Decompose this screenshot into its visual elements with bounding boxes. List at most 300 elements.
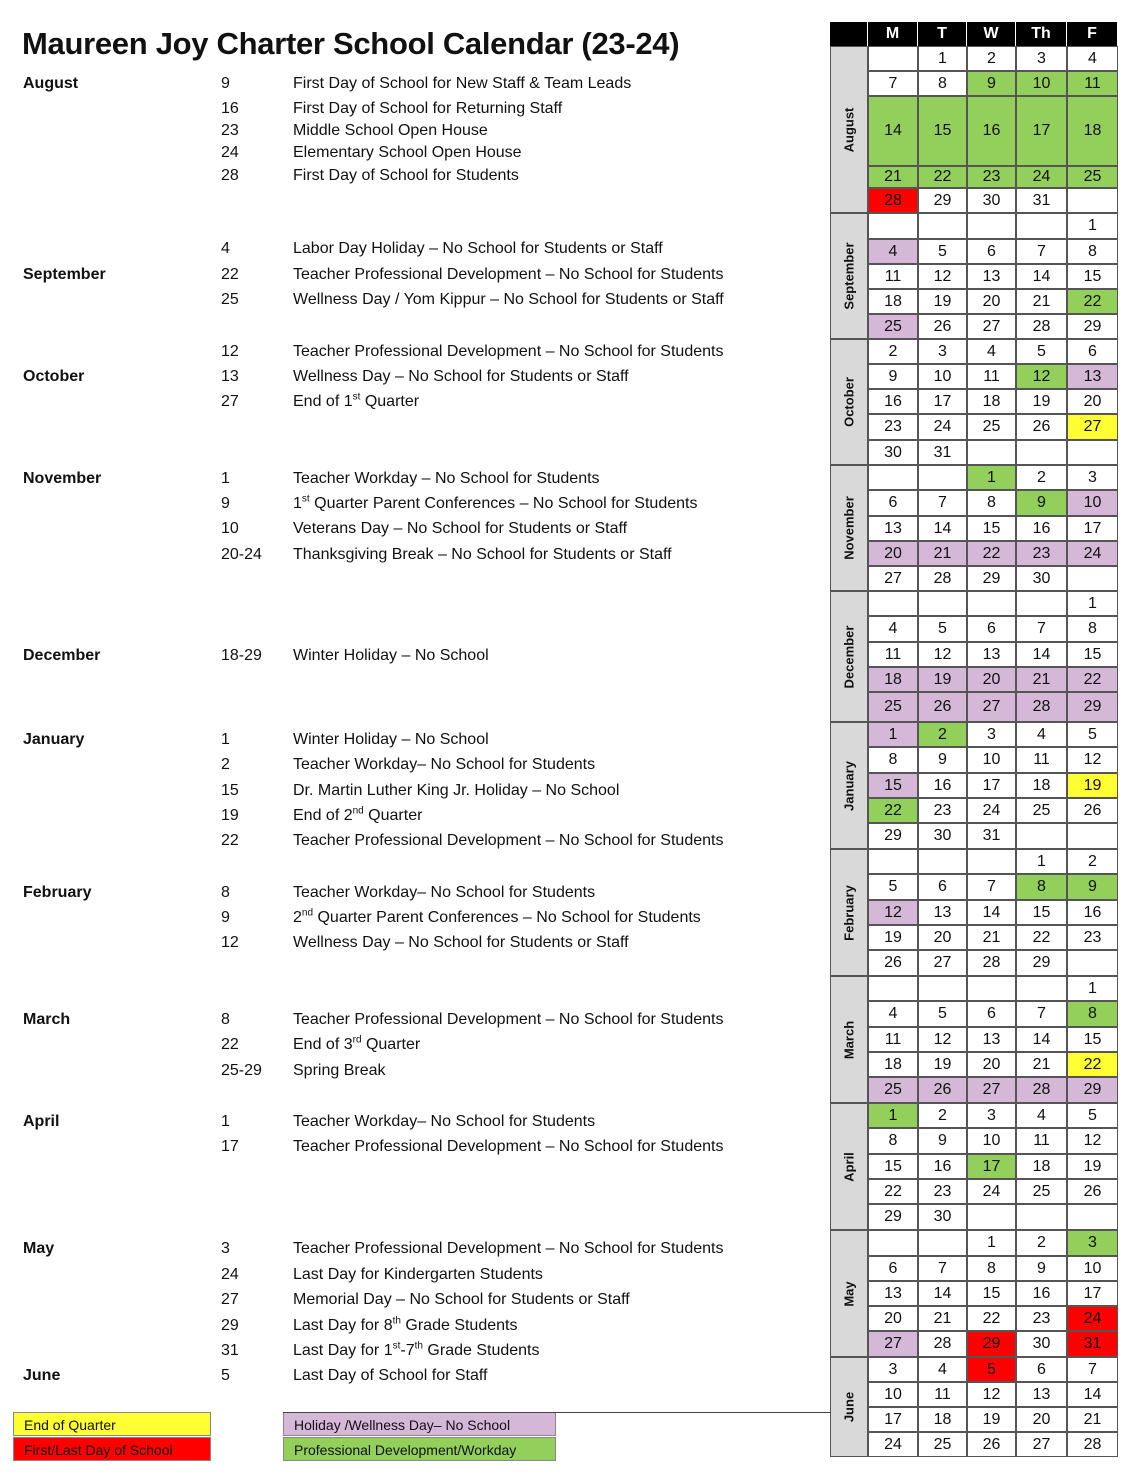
event-date: 22 <box>221 1036 239 1053</box>
calendar-day-cell: 31 <box>918 440 967 465</box>
event-row <box>0 165 800 187</box>
event-description: Thanksgiving Break – No School for Students or Staff <box>293 546 672 563</box>
calendar-day-cell: 26 <box>918 314 967 339</box>
event-description: Teacher Professional Development – No School for Students <box>293 343 724 360</box>
calendar-day-cell <box>1067 566 1118 591</box>
calendar-day-cell <box>1067 1204 1118 1230</box>
calendar-day-cell: 9 <box>868 364 918 389</box>
event-description: Dr. Martin Luther King Jr. Holiday – No School <box>293 782 620 799</box>
calendar-day-cell <box>868 1230 918 1256</box>
calendar-day-cell: 11 <box>868 642 918 667</box>
calendar-day-cell <box>918 591 967 616</box>
calendar-day-cell: 9 <box>918 1128 967 1154</box>
calendar-day-cell: 27 <box>918 950 967 976</box>
calendar-day-cell: 20 <box>1016 1407 1067 1432</box>
calendar-day-cell: 7 <box>918 1256 967 1281</box>
calendar-day-cell: 23 <box>918 1179 967 1204</box>
month-label-text: September <box>841 242 857 310</box>
calendar-day-cell: 14 <box>1016 264 1067 289</box>
event-date: 12 <box>221 934 239 951</box>
calendar-day-cell: 14 <box>918 1281 967 1306</box>
calendar-day-cell: 30 <box>868 440 918 465</box>
event-description: Teacher Professional Development – No School for Students <box>293 1138 724 1155</box>
calendar-day-cell: 29 <box>868 1204 918 1230</box>
calendar-day-cell: 26 <box>918 692 967 722</box>
event-description: Teacher Workday– No School for Students <box>293 756 596 773</box>
calendar-day-cell: 9 <box>1016 1256 1067 1281</box>
calendar-day-cell: 27 <box>967 1077 1016 1103</box>
calendar-day-cell: 23 <box>1067 925 1118 950</box>
calendar-day-cell: 19 <box>918 1052 967 1077</box>
calendar-day-cell <box>868 976 918 1001</box>
calendar-day-cell: 8 <box>967 490 1016 516</box>
calendar-day-cell: 16 <box>1067 900 1118 925</box>
calendar-day-cell: 6 <box>967 239 1016 264</box>
calendar-day-cell: 27 <box>967 314 1016 339</box>
calendar-day-cell: 5 <box>918 616 967 642</box>
event-month: April <box>23 1113 60 1130</box>
event-description: End of 1st Quarter <box>293 391 420 410</box>
month-label-text: November <box>841 496 857 560</box>
event-date: 22 <box>221 832 239 849</box>
calendar-day-cell: 20 <box>1067 389 1118 414</box>
event-row <box>0 645 800 667</box>
calendar-day-cell: 29 <box>967 1331 1016 1357</box>
calendar-day-cell: 7 <box>1016 239 1067 264</box>
calendar-day-cell: 19 <box>1067 773 1118 798</box>
calendar-day-cell: 15 <box>1067 1027 1118 1052</box>
calendar-day-cell: 19 <box>1016 389 1067 414</box>
event-row <box>0 391 800 413</box>
calendar-day-cell: 29 <box>918 188 967 213</box>
event-row <box>0 1340 800 1362</box>
calendar-day-cell <box>918 849 967 874</box>
event-month: August <box>23 75 79 92</box>
calendar-day-cell: 21 <box>967 925 1016 950</box>
event-description: Winter Holiday – No School <box>293 731 489 748</box>
calendar-day-cell: 20 <box>967 1052 1016 1077</box>
calendar-day-cell: 26 <box>1067 798 1118 823</box>
calendar-day-cell: 21 <box>1016 1052 1067 1077</box>
event-month: March <box>23 1011 71 1028</box>
calendar-day-cell: 9 <box>967 71 1016 96</box>
month-label-text: February <box>841 884 857 941</box>
event-row <box>0 1111 800 1133</box>
event-date: 9 <box>221 495 230 512</box>
calendar-day-cell: 25 <box>1067 166 1118 188</box>
calendar-day-cell: 3 <box>1016 46 1067 71</box>
event-description: Spring Break <box>293 1062 386 1079</box>
calendar-day-cell: 16 <box>918 1154 967 1179</box>
calendar-day-cell: 9 <box>918 747 967 773</box>
calendar-day-cell: 23 <box>1016 541 1067 566</box>
event-date: 19 <box>221 807 239 824</box>
calendar-day-cell: 30 <box>918 1204 967 1230</box>
calendar-day-cell: 13 <box>868 516 918 541</box>
calendar-day-cell: 4 <box>868 239 918 264</box>
calendar-day-cell: 1 <box>1067 976 1118 1001</box>
event-description: Elementary School Open House <box>293 144 522 161</box>
event-row <box>0 1034 800 1056</box>
calendar-day-cell: 12 <box>1016 364 1067 389</box>
calendar-day-cell: 14 <box>1067 1382 1118 1407</box>
calendar-day-cell: 24 <box>1067 1306 1118 1331</box>
month-label-text: October <box>841 377 857 427</box>
event-description: Teacher Workday– No School for Students <box>293 1113 596 1130</box>
calendar-day-cell: 12 <box>1067 747 1118 773</box>
month-label <box>830 722 868 849</box>
calendar-day-cell: 21 <box>868 166 918 188</box>
calendar-day-cell: 5 <box>1016 339 1067 364</box>
event-date: 9 <box>221 909 230 926</box>
calendar-day-cell: 15 <box>967 1281 1016 1306</box>
calendar-day-cell: 30 <box>918 823 967 849</box>
event-date: 22 <box>221 266 239 283</box>
month-label-text: April <box>841 1151 857 1182</box>
event-month: November <box>23 470 102 487</box>
event-row <box>0 1136 800 1158</box>
calendar-day-cell: 28 <box>1016 692 1067 722</box>
calendar-day-cell: 8 <box>1067 239 1118 264</box>
calendar-day-cell: 26 <box>868 950 918 976</box>
calendar-day-cell: 21 <box>1067 1407 1118 1432</box>
calendar-day-cell <box>967 440 1016 465</box>
event-date: 1 <box>221 731 230 748</box>
calendar-day-cell: 3 <box>868 1357 918 1382</box>
calendar-day-cell: 24 <box>918 414 967 440</box>
calendar-day-cell: 30 <box>967 188 1016 213</box>
calendar-day-cell: 26 <box>1016 414 1067 440</box>
month-label-text: August <box>841 107 857 152</box>
calendar-day-cell: 13 <box>967 642 1016 667</box>
calendar-day-cell: 18 <box>1016 1154 1067 1179</box>
event-row <box>0 1264 800 1286</box>
calendar-day-cell: 25 <box>868 314 918 339</box>
calendar-day-cell: 29 <box>868 823 918 849</box>
calendar-day-cell: 3 <box>918 339 967 364</box>
event-description: Middle School Open House <box>293 122 488 139</box>
event-description: Teacher Workday – No School for Students <box>293 470 600 487</box>
event-date: 13 <box>221 368 239 385</box>
calendar-day-cell: 4 <box>1067 46 1118 71</box>
event-description: Teacher Professional Development – No School for Students <box>293 1240 724 1257</box>
calendar-day-cell: 18 <box>868 1052 918 1077</box>
calendar-day-cell: 1 <box>1067 213 1118 239</box>
event-row <box>0 73 800 95</box>
event-date: 28 <box>221 167 239 184</box>
calendar-day-cell: 6 <box>1067 339 1118 364</box>
calendar-day-cell: 2 <box>1016 465 1067 490</box>
calendar-day-cell: 18 <box>868 289 918 314</box>
calendar-day-cell <box>1067 440 1118 465</box>
event-row <box>0 493 800 515</box>
calendar-day-cell: 25 <box>1016 798 1067 823</box>
calendar-day-cell: 29 <box>967 566 1016 591</box>
legend-first-last-day <box>13 1437 211 1461</box>
calendar-day-cell <box>1067 188 1118 213</box>
calendar-day-cell: 1 <box>918 46 967 71</box>
calendar-day-cell: 6 <box>918 874 967 900</box>
page-title: Maureen Joy Charter School Calendar (23-24) <box>22 26 680 61</box>
calendar-day-cell: 8 <box>1016 874 1067 900</box>
event-description: Teacher Workday– No School for Students <box>293 884 596 901</box>
calendar-day-cell <box>1016 976 1067 1001</box>
calendar-day-cell: 1 <box>967 465 1016 490</box>
event-row <box>0 518 800 540</box>
calendar-day-cell: 15 <box>918 96 967 166</box>
calendar-day-cell: 25 <box>868 692 918 722</box>
event-description: End of 3rd Quarter <box>293 1034 421 1053</box>
event-description: Wellness Day / Yom Kippur – No School for Students or Staff <box>293 291 724 308</box>
calendar-day-cell: 13 <box>868 1281 918 1306</box>
calendar-day-cell: 4 <box>868 1001 918 1027</box>
calendar-day-cell: 5 <box>918 1001 967 1027</box>
calendar-day-cell <box>967 1204 1016 1230</box>
calendar-day-cell: 2 <box>868 339 918 364</box>
calendar-day-cell: 23 <box>868 414 918 440</box>
calendar-day-cell: 6 <box>967 616 1016 642</box>
calendar-day-cell: 12 <box>918 1027 967 1052</box>
month-label-text: December <box>841 625 857 688</box>
calendar-day-cell: 15 <box>967 516 1016 541</box>
month-label <box>830 1103 868 1230</box>
event-row <box>0 1315 800 1337</box>
calendar-day-cell: 10 <box>967 1128 1016 1154</box>
calendar-day-cell: 16 <box>1016 516 1067 541</box>
event-date: 25 <box>221 291 239 308</box>
calendar-day-cell: 29 <box>1016 950 1067 976</box>
calendar-day-cell: 31 <box>967 823 1016 849</box>
calendar-day-cell <box>868 46 918 71</box>
weekday-header: W <box>967 22 1016 46</box>
weekday-header-blank <box>830 22 868 46</box>
event-description: 1st Quarter Parent Conferences – No School for Students <box>293 493 698 512</box>
calendar-day-cell: 6 <box>868 490 918 516</box>
event-date: 2 <box>221 756 230 773</box>
event-date: 25-29 <box>221 1062 262 1079</box>
calendar-day-cell: 24 <box>1016 166 1067 188</box>
calendar-day-cell: 11 <box>1067 71 1118 96</box>
event-description: Winter Holiday – No School <box>293 647 489 664</box>
calendar-day-cell: 29 <box>1067 1077 1118 1103</box>
calendar-day-cell: 18 <box>967 389 1016 414</box>
calendar-day-cell: 29 <box>1067 692 1118 722</box>
month-label-text: June <box>841 1391 857 1423</box>
month-label-text: January <box>841 760 857 811</box>
event-date: 5 <box>221 1367 230 1384</box>
calendar-day-cell: 7 <box>1016 616 1067 642</box>
legend-end-of-quarter <box>13 1412 211 1436</box>
calendar-day-cell: 20 <box>918 925 967 950</box>
calendar-day-cell: 22 <box>967 541 1016 566</box>
calendar-day-cell: 8 <box>1067 1001 1118 1027</box>
calendar-day-cell: 13 <box>967 264 1016 289</box>
month-label <box>830 976 868 1103</box>
calendar-day-cell: 7 <box>1016 1001 1067 1027</box>
event-row <box>0 264 800 286</box>
calendar-day-cell: 7 <box>1067 1357 1118 1382</box>
calendar-day-cell: 8 <box>967 1256 1016 1281</box>
calendar-day-cell: 3 <box>1067 1230 1118 1256</box>
calendar-day-cell <box>868 213 918 239</box>
calendar-day-cell: 3 <box>967 1103 1016 1128</box>
event-month: January <box>23 731 85 748</box>
month-label <box>830 465 868 591</box>
calendar-day-cell: 16 <box>967 96 1016 166</box>
calendar-day-cell: 22 <box>868 798 918 823</box>
month-label <box>830 1357 868 1457</box>
event-description: First Day of School for Returning Staff <box>293 100 563 117</box>
event-date: 8 <box>221 1011 230 1028</box>
event-date: 10 <box>221 520 239 537</box>
calendar-day-cell: 6 <box>868 1256 918 1281</box>
calendar-day-cell <box>1016 823 1067 849</box>
calendar-day-cell: 17 <box>1067 1281 1118 1306</box>
event-date: 4 <box>221 240 230 257</box>
calendar-day-cell: 16 <box>1016 1281 1067 1306</box>
calendar-day-cell: 19 <box>1067 1154 1118 1179</box>
calendar-day-cell: 1 <box>868 1103 918 1128</box>
calendar-day-cell: 10 <box>1067 1256 1118 1281</box>
divider-line <box>283 1412 830 1413</box>
calendar-day-cell <box>967 213 1016 239</box>
month-label <box>830 1230 868 1357</box>
event-date: 16 <box>221 100 239 117</box>
calendar-day-cell: 6 <box>967 1001 1016 1027</box>
event-description: Last Day for 1st-7th Grade Students <box>293 1340 540 1359</box>
calendar-day-cell: 28 <box>918 1331 967 1357</box>
event-date: 24 <box>221 144 239 161</box>
calendar-day-cell: 10 <box>868 1382 918 1407</box>
calendar-day-cell: 27 <box>868 1331 918 1357</box>
legend-label: Holiday /Wellness Day– No School <box>294 1417 511 1433</box>
calendar-day-cell: 8 <box>918 71 967 96</box>
event-date: 27 <box>221 393 239 410</box>
event-row <box>0 805 800 827</box>
event-description: Last Day for Kindergarten Students <box>293 1266 543 1283</box>
weekday-header: Th <box>1016 22 1067 46</box>
calendar-day-cell: 7 <box>918 490 967 516</box>
calendar-day-cell: 27 <box>1067 414 1118 440</box>
calendar-day-cell: 15 <box>1067 642 1118 667</box>
calendar-day-cell <box>918 976 967 1001</box>
calendar-day-cell <box>1016 591 1067 616</box>
calendar-day-cell: 3 <box>967 722 1016 747</box>
calendar-day-cell: 9 <box>1067 874 1118 900</box>
calendar-day-cell: 22 <box>918 166 967 188</box>
calendar-day-cell: 8 <box>1067 616 1118 642</box>
event-description: 2nd Quarter Parent Conferences – No School for Students <box>293 907 701 926</box>
calendar-day-cell: 25 <box>1016 1179 1067 1204</box>
calendar-day-cell: 8 <box>868 747 918 773</box>
calendar-day-cell <box>967 976 1016 1001</box>
calendar-day-cell: 11 <box>1016 747 1067 773</box>
event-description: Veterans Day – No School for Students or Staff <box>293 520 628 537</box>
calendar-day-cell: 31 <box>1067 1331 1118 1357</box>
event-row <box>0 1238 800 1260</box>
calendar-day-cell: 26 <box>1067 1179 1118 1204</box>
calendar-day-cell: 21 <box>1016 667 1067 692</box>
calendar-day-cell: 11 <box>967 364 1016 389</box>
calendar-day-cell: 15 <box>1016 900 1067 925</box>
calendar-day-cell <box>868 849 918 874</box>
calendar-day-cell: 13 <box>1016 1382 1067 1407</box>
calendar-day-cell <box>868 591 918 616</box>
event-row <box>0 98 800 120</box>
calendar-day-cell: 10 <box>1016 71 1067 96</box>
legend-professional-development <box>283 1437 556 1461</box>
event-row <box>0 932 800 954</box>
calendar-day-cell: 6 <box>1016 1357 1067 1382</box>
calendar-day-cell: 12 <box>918 264 967 289</box>
calendar-day-cell: 18 <box>1016 773 1067 798</box>
calendar-day-cell: 5 <box>967 1357 1016 1382</box>
calendar-day-cell: 24 <box>868 1432 918 1457</box>
calendar-day-cell: 22 <box>1067 289 1118 314</box>
calendar-day-cell: 25 <box>967 414 1016 440</box>
event-row <box>0 1365 800 1387</box>
event-date: 24 <box>221 1266 239 1283</box>
calendar-day-cell: 11 <box>918 1382 967 1407</box>
calendar-day-cell: 27 <box>967 692 1016 722</box>
calendar-day-cell <box>967 849 1016 874</box>
calendar-day-cell: 1 <box>967 1230 1016 1256</box>
event-description: Teacher Professional Development – No School for Students <box>293 832 724 849</box>
calendar-day-cell: 22 <box>1016 925 1067 950</box>
calendar-day-cell: 18 <box>868 667 918 692</box>
calendar-day-cell: 20 <box>868 541 918 566</box>
event-date: 18-29 <box>221 647 262 664</box>
event-date: 9 <box>221 75 230 92</box>
calendar-day-cell: 17 <box>868 1407 918 1432</box>
event-row <box>0 366 800 388</box>
calendar-day-cell: 22 <box>868 1179 918 1204</box>
calendar-day-cell: 28 <box>1067 1432 1118 1457</box>
calendar-day-cell: 21 <box>918 1306 967 1331</box>
calendar-day-cell: 14 <box>1016 1027 1067 1052</box>
calendar-day-cell: 23 <box>967 166 1016 188</box>
event-row <box>0 120 800 142</box>
event-date: 29 <box>221 1317 239 1334</box>
calendar-day-cell: 11 <box>1016 1128 1067 1154</box>
calendar-day-cell: 9 <box>1016 490 1067 516</box>
calendar-day-cell: 17 <box>918 389 967 414</box>
event-row <box>0 907 800 929</box>
calendar-day-cell: 31 <box>1016 188 1067 213</box>
calendar-day-cell: 1 <box>1016 849 1067 874</box>
calendar-day-cell: 7 <box>967 874 1016 900</box>
calendar-day-cell: 20 <box>868 1306 918 1331</box>
calendar-day-cell: 30 <box>1016 566 1067 591</box>
calendar-day-cell: 20 <box>967 667 1016 692</box>
calendar-day-cell: 21 <box>1016 289 1067 314</box>
calendar-day-cell: 4 <box>1016 722 1067 747</box>
event-month: May <box>23 1240 55 1257</box>
event-date: 1 <box>221 1113 230 1130</box>
event-description: Teacher Professional Development – No School for Students <box>293 1011 724 1028</box>
event-month: June <box>23 1367 61 1384</box>
event-date: 1 <box>221 470 230 487</box>
calendar-day-cell: 2 <box>918 1103 967 1128</box>
calendar-day-cell: 26 <box>967 1432 1016 1457</box>
event-row <box>0 544 800 566</box>
event-date: 23 <box>221 122 239 139</box>
calendar-day-cell: 5 <box>868 874 918 900</box>
event-date: 8 <box>221 884 230 901</box>
event-date: 31 <box>221 1342 239 1359</box>
calendar-day-cell: 2 <box>967 46 1016 71</box>
calendar-day-cell: 2 <box>1016 1230 1067 1256</box>
